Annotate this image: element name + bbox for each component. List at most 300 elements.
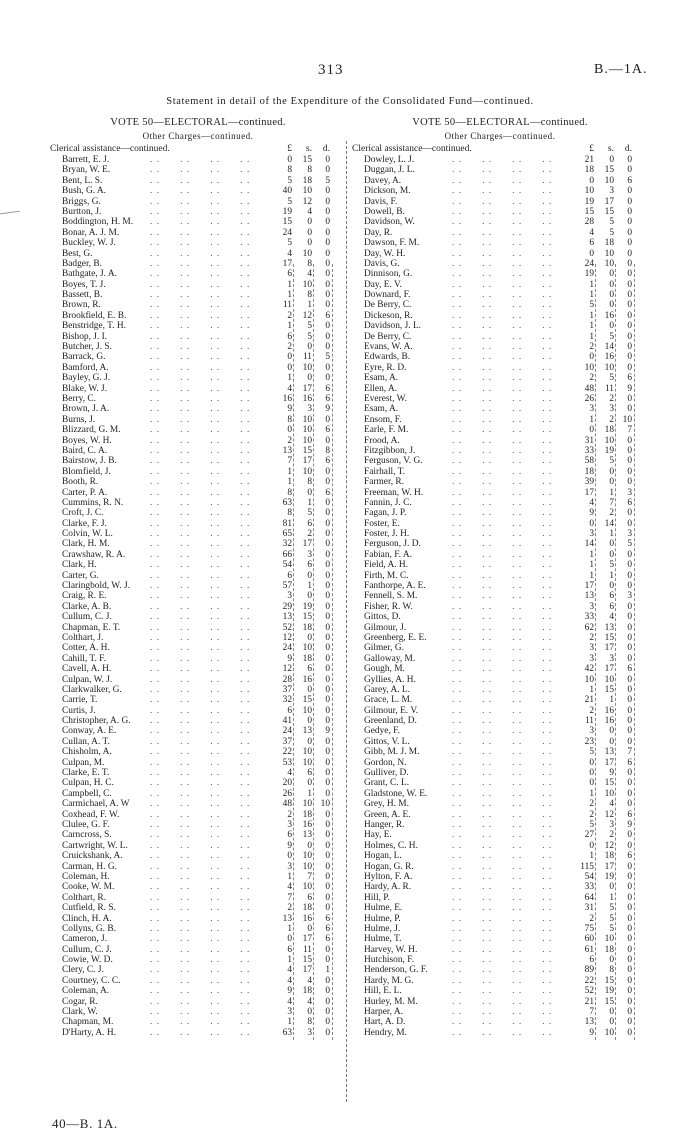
payee-name: Cameron, J.	[62, 934, 108, 945]
leader-dots: . . . . . . . .	[452, 549, 553, 560]
list-item	[352, 581, 648, 591]
shillings-value: 15	[604, 632, 614, 643]
pounds-value: 1	[287, 477, 292, 488]
pounds-value: 19	[584, 269, 594, 280]
shillings-value: 6	[307, 560, 312, 571]
payee-name: Hanger, R.	[364, 820, 405, 830]
payee-name: Hill, E. L.	[364, 986, 402, 997]
leader-dots: . . . . . . . .	[452, 342, 553, 353]
leader-dots: . . . . . . . .	[150, 290, 251, 301]
payee-name: Cogar, R.	[62, 996, 98, 1007]
shillings-value: 3	[307, 404, 312, 415]
leader-dots: . . . . . . . .	[452, 716, 553, 727]
pounds-value: 0	[589, 425, 594, 436]
leader-dots: . . . . . . . .	[150, 965, 251, 976]
pence-value: 0	[325, 643, 330, 654]
leader-dots: . . . . . . . .	[150, 497, 251, 508]
pounds-value: 7	[589, 1007, 594, 1018]
leader-dots: . . . . . . . .	[150, 186, 251, 197]
shillings-value: 0	[609, 549, 614, 560]
leader-dots: . . . . . . . .	[452, 518, 553, 529]
shillings-value: 18	[302, 175, 312, 186]
leader-dots: . . . . . . . .	[150, 778, 251, 789]
payee-name: Hardy, M. G.	[364, 975, 414, 986]
pence-value: 0	[627, 217, 632, 228]
payee-name: Cutfield, R. S.	[62, 903, 116, 914]
list-item	[50, 862, 346, 872]
payee-name: Bathgate, J. A.	[62, 269, 117, 280]
leader-dots: . . . . . . . .	[452, 799, 553, 810]
pence-value: 0	[627, 622, 632, 633]
payee-name: Foster, J. H.	[364, 529, 410, 540]
pence-value: 0	[325, 217, 330, 228]
shillings-value: 8	[307, 165, 312, 176]
leader-dots: . . . . . . . .	[150, 1007, 251, 1018]
payee-name: Gibb, M. J. M.	[364, 747, 420, 758]
pence-value: 0	[627, 955, 632, 966]
pounds-value: 4	[287, 975, 292, 986]
pence-value: 0	[627, 632, 632, 643]
list-item	[352, 602, 648, 612]
pounds-value: 10	[584, 186, 594, 197]
pounds-value: 115	[580, 861, 594, 872]
leader-dots: . . . . . . . .	[452, 352, 553, 363]
shillings-value: 10	[302, 248, 312, 259]
list-item	[50, 633, 346, 643]
list-item	[50, 571, 346, 581]
shillings-value: 0	[609, 155, 614, 165]
pounds-value: 28	[282, 674, 292, 685]
list-item	[352, 488, 648, 498]
shillings-value: 10	[302, 643, 312, 654]
pence-value: 0	[325, 570, 330, 581]
pence-value: 5	[325, 352, 330, 363]
pence-value: 0	[627, 612, 632, 623]
payee-name: Carman, H. G.	[62, 861, 117, 872]
shillings-value: 15	[604, 165, 614, 176]
pounds-value: 6	[287, 570, 292, 581]
pounds-value: 17	[584, 581, 594, 592]
list-item	[50, 997, 346, 1007]
shillings-value: 0	[307, 570, 312, 581]
pence-value: 0	[627, 456, 632, 467]
shillings-value: 8	[307, 477, 312, 488]
shillings-value: 10	[302, 757, 312, 768]
pounds-value: 1	[287, 1017, 292, 1028]
right-column	[352, 116, 648, 1038]
leader-dots: . . . . . . . .	[150, 1027, 251, 1038]
list-item	[50, 789, 346, 799]
pounds-value: 8	[287, 487, 292, 498]
shillings-value: 17	[604, 196, 614, 207]
shillings-value: 8	[307, 258, 312, 269]
payee-name: Greenberg, E. E.	[364, 632, 427, 643]
shillings-value: 10	[302, 362, 312, 373]
payee-name: Grace, L. M.	[364, 695, 413, 706]
list-item	[352, 643, 648, 653]
list-item	[352, 300, 648, 310]
shillings-value: 3	[609, 186, 614, 197]
shillings-value: 18	[302, 986, 312, 997]
shillings-value: 1	[609, 529, 614, 540]
list-item	[50, 903, 346, 913]
shillings-value: 1	[307, 788, 312, 799]
shillings-value: 16	[604, 716, 614, 727]
pence-value: 9	[325, 404, 330, 415]
pence-label: d.	[322, 144, 330, 154]
shillings-value: 10	[302, 705, 312, 716]
shillings-value: 1	[609, 570, 614, 581]
pence-value: 3	[627, 487, 632, 498]
shillings-value: 10	[604, 175, 614, 186]
shillings-value: 2	[307, 529, 312, 540]
payee-name: Hylton, F. A.	[364, 871, 413, 882]
pence-value: 0	[325, 362, 330, 373]
pounds-value: 24	[584, 258, 594, 269]
payee-name: Day, E. V.	[364, 279, 402, 290]
payee-name: Gough, M.	[364, 664, 405, 675]
pounds-value: 1	[589, 560, 594, 571]
pence-value: 0	[627, 238, 632, 249]
shillings-value: 18	[604, 944, 614, 955]
pounds-value: 3	[589, 529, 594, 540]
leader-dots: . . . . . . . .	[452, 404, 553, 415]
list-item	[352, 425, 648, 435]
leader-dots: . . . . . . . .	[452, 248, 553, 259]
pounds-value: 2	[589, 705, 594, 716]
pounds-value: 32	[282, 539, 292, 550]
pence-value: 6	[325, 383, 330, 394]
pence-value: 0	[325, 944, 330, 955]
pounds-value: 64	[584, 892, 594, 903]
payee-name: Holmes, C. H.	[364, 840, 418, 851]
shillings-value: 7	[609, 497, 614, 508]
pounds-value: 1	[589, 321, 594, 332]
list-item	[50, 560, 346, 570]
pence-value: 0	[627, 258, 632, 269]
payee-name: Cruickshank, A.	[62, 851, 123, 862]
list-item	[352, 207, 648, 217]
shillings-value: 16	[302, 393, 312, 404]
payee-name: Clarke, E. T.	[62, 768, 110, 779]
leader-dots: . . . . . . . .	[452, 923, 553, 934]
shillings-value: 12	[604, 809, 614, 820]
pounds-value: 9	[287, 653, 292, 664]
payee-name: Chapman, M.	[62, 1017, 114, 1028]
pounds-value: 6	[287, 269, 292, 280]
pence-value: 0	[627, 705, 632, 716]
leader-dots: . . . . . . . .	[150, 425, 251, 436]
list-item	[352, 571, 648, 581]
shillings-value: 0	[609, 726, 614, 737]
payee-name: Dowley, L. J.	[364, 155, 415, 165]
payee-name: Bush, G. A.	[62, 186, 107, 197]
leader-dots: . . . . . . . .	[452, 591, 553, 602]
pence-value: 0	[627, 892, 632, 903]
pence-value: 0	[325, 747, 330, 758]
pence-value: 0	[325, 466, 330, 477]
pounds-value: 7	[287, 892, 292, 903]
list-item	[352, 737, 648, 747]
leader-dots: . . . . . . . .	[452, 705, 553, 716]
payee-name: Gedye, F.	[364, 726, 400, 737]
shillings-value: 6	[609, 601, 614, 612]
pounds-value: 1	[589, 570, 594, 581]
pence-value: 0	[325, 290, 330, 301]
list-item	[50, 924, 346, 934]
pence-value: 0	[325, 206, 330, 217]
pounds-value: 17	[584, 487, 594, 498]
pounds-value: 4	[287, 965, 292, 976]
leader-dots: . . . . . . . .	[452, 788, 553, 799]
shillings-value: 0	[307, 487, 312, 498]
pence-value: 0	[627, 601, 632, 612]
pence-value: 6	[325, 393, 330, 404]
list-item	[50, 165, 346, 175]
pence-value: 0	[627, 871, 632, 882]
list-item	[352, 685, 648, 695]
payee-name: Cooke, W. M.	[62, 882, 115, 893]
payee-name: Blake, W. J.	[62, 383, 108, 394]
leader-dots: . . . . . . . .	[150, 820, 251, 830]
pence-value: 6	[627, 664, 632, 675]
list-item	[50, 747, 346, 757]
leader-dots: . . . . . . . .	[452, 955, 553, 966]
pence-value: 0	[325, 861, 330, 872]
pounds-value: 3	[589, 653, 594, 664]
pounds-value: 1	[589, 788, 594, 799]
shillings-value: 0	[609, 955, 614, 966]
leader-dots: . . . . . . . .	[150, 851, 251, 862]
shillings-value: 13	[302, 830, 312, 841]
payee-name: Butcher, J. S.	[62, 342, 112, 353]
list-item	[50, 373, 346, 383]
payee-name: Gittos, D.	[364, 612, 401, 623]
shillings-value: 10	[604, 674, 614, 685]
pence-value: 0	[325, 736, 330, 747]
pence-value: 0	[627, 508, 632, 519]
pounds-value: 26	[282, 788, 292, 799]
pounds-value: 1	[589, 310, 594, 321]
payee-name: Freeman, W. H.	[364, 487, 424, 498]
pounds-value: 26	[584, 393, 594, 404]
pounds-value: 13	[282, 612, 292, 623]
list-item	[352, 820, 648, 830]
payee-name: Bairstow, J. B.	[62, 456, 117, 467]
pence-value: 0	[627, 923, 632, 934]
leader-dots: . . . . . . . .	[150, 549, 251, 560]
pence-value: 0	[325, 788, 330, 799]
pence-value: 0	[325, 581, 330, 592]
pence-value: 0	[325, 840, 330, 851]
pence-value: 0	[325, 996, 330, 1007]
section-title: Clerical assistance—continued.	[352, 144, 472, 154]
list-item	[50, 768, 346, 778]
shillings-value: 0	[307, 684, 312, 695]
payee-name: Fanthorpe, A. E.	[364, 581, 426, 592]
list-item	[50, 311, 346, 321]
pence-value: 0	[325, 279, 330, 290]
shillings-value: 18	[604, 238, 614, 249]
pence-value: 0	[627, 643, 632, 654]
shillings-value: 0	[307, 716, 312, 727]
payee-name: Firth, M. C.	[364, 570, 409, 581]
pence-value: 10	[320, 799, 330, 810]
shillings-value: 4	[307, 975, 312, 986]
payee-name: Fabian, F. A.	[364, 549, 412, 560]
leader-dots: . . . . . . . .	[150, 788, 251, 799]
leader-dots: . . . . . . . .	[150, 664, 251, 675]
pence-value: 9	[627, 383, 632, 394]
pence-value: 0	[627, 518, 632, 529]
leader-dots: . . . . . . . .	[452, 331, 553, 342]
list-item	[352, 498, 648, 508]
payee-name: Collyns, G. B.	[62, 923, 116, 934]
leader-dots: . . . . . . . .	[150, 383, 251, 394]
leader-dots: . . . . . . . .	[452, 726, 553, 737]
pounds-value: 28	[584, 217, 594, 228]
payee-name: Boddington, H. M.	[62, 217, 134, 228]
payee-name: Clulee, G. F.	[62, 820, 110, 830]
payee-name: Grant, C. L.	[364, 778, 410, 789]
leader-dots: . . . . . . . .	[150, 695, 251, 706]
payee-name: Field, A. H.	[364, 560, 409, 571]
leader-dots: . . . . . . . .	[150, 913, 251, 924]
pounds-value: 0	[287, 155, 292, 165]
pence-value: 0	[627, 321, 632, 332]
other-charges-heading: Other Charges—continued.	[142, 131, 254, 141]
leader-dots: . . . . . . . .	[150, 674, 251, 685]
pounds-value: 24	[282, 726, 292, 737]
pence-value: 0	[627, 840, 632, 851]
payee-name: Gladstone, W. E.	[364, 788, 428, 799]
pence-value: 0	[627, 768, 632, 779]
shillings-value: 8	[307, 290, 312, 301]
list-item	[352, 456, 648, 466]
list-item	[352, 664, 648, 674]
leader-dots: . . . . . . . .	[150, 238, 251, 249]
pounds-value: 3	[589, 643, 594, 654]
pounds-value: 61	[584, 944, 594, 955]
pounds-value: 18	[584, 466, 594, 477]
list-item	[50, 550, 346, 560]
leader-dots: . . . . . . . .	[150, 529, 251, 540]
list-item	[352, 290, 648, 300]
payee-name: Earle, F. M.	[364, 425, 409, 436]
leader-dots: . . . . . . . .	[452, 238, 553, 249]
payee-name: Ferguson, V. G.	[364, 456, 423, 467]
pence-value: 0	[325, 258, 330, 269]
leader-dots: . . . . . . . .	[150, 445, 251, 456]
leader-dots: . . . . . . . .	[452, 601, 553, 612]
pounds-value: 3	[287, 861, 292, 872]
payee-name: Fitzgibbon, J.	[364, 445, 416, 456]
pounds-value: 7	[287, 456, 292, 467]
pence-value: 0	[325, 684, 330, 695]
payee-name: Downard, F.	[364, 290, 411, 301]
leader-dots: . . . . . . . .	[150, 570, 251, 581]
list-item	[50, 176, 346, 186]
pence-value: 0	[627, 248, 632, 259]
pence-value: 0	[325, 632, 330, 643]
leader-dots: . . . . . . . .	[452, 300, 553, 311]
leader-dots: . . . . . . . .	[452, 871, 553, 882]
payee-name: Hutchison, F.	[364, 955, 415, 966]
list-item	[50, 581, 346, 591]
pounds-value: 6	[287, 331, 292, 342]
pence-value: 0	[325, 155, 330, 165]
shillings-value: 0	[609, 539, 614, 550]
payee-name: Harvey, W. H.	[364, 944, 418, 955]
list-item	[50, 602, 346, 612]
shillings-value: 0	[609, 269, 614, 280]
pence-value: 0	[325, 497, 330, 508]
shillings-value: 5	[307, 331, 312, 342]
list-item	[352, 311, 648, 321]
leader-dots: . . . . . . . .	[150, 705, 251, 716]
leader-dots: . . . . . . . .	[452, 258, 553, 269]
pounds-value: 19	[282, 206, 292, 217]
pence-value: 6	[325, 425, 330, 436]
payee-name: Crawshaw, R. A.	[62, 549, 126, 560]
pounds-value: 2	[287, 903, 292, 914]
leader-dots: . . . . . . . .	[452, 466, 553, 477]
shillings-value: 16	[604, 310, 614, 321]
pence-value: 0	[325, 809, 330, 820]
payee-name: Carter, G.	[62, 570, 99, 581]
list-item	[352, 259, 648, 269]
shillings-value: 0	[307, 840, 312, 851]
leader-dots: . . . . . . . .	[150, 466, 251, 477]
shillings-value: 2	[609, 508, 614, 519]
list-item	[352, 539, 648, 549]
payee-name: Davidson, W.	[364, 217, 415, 228]
left-column	[50, 116, 346, 1038]
payee-name: Frood, A.	[364, 435, 400, 446]
pence-value: 0	[627, 674, 632, 685]
pence-value: 0	[627, 684, 632, 695]
payee-name: Greenland, D.	[364, 716, 417, 727]
list-item	[50, 612, 346, 622]
pence-value: 0	[325, 830, 330, 841]
payee-name: Fisher, R. W.	[364, 601, 413, 612]
pounds-value: 3	[287, 591, 292, 602]
pounds-value: 54	[584, 871, 594, 882]
payee-name: Fannin, J. C.	[364, 497, 412, 508]
pence-value: 0	[325, 342, 330, 353]
shillings-value: 0	[609, 279, 614, 290]
list-item	[50, 467, 346, 477]
list-item	[352, 872, 648, 882]
leader-dots: . . . . . . . .	[452, 882, 553, 893]
shillings-value: 16	[302, 820, 312, 830]
pence-value: 0	[627, 788, 632, 799]
payee-name: Ensom, F.	[364, 414, 402, 425]
payee-name: Clark, H.	[62, 560, 97, 571]
list-item	[50, 1017, 346, 1027]
pounds-value: 1	[287, 923, 292, 934]
shillings-value: 12	[302, 310, 312, 321]
leader-dots: . . . . . . . .	[452, 820, 553, 830]
shillings-value: 15	[302, 612, 312, 623]
pence-value: 0	[325, 227, 330, 238]
pence-value: 6	[627, 175, 632, 186]
pounds-value: 57	[282, 581, 292, 592]
shillings-value: 18	[302, 903, 312, 914]
list-item	[50, 654, 346, 664]
pence-value: 0	[627, 861, 632, 872]
list-item	[352, 384, 648, 394]
